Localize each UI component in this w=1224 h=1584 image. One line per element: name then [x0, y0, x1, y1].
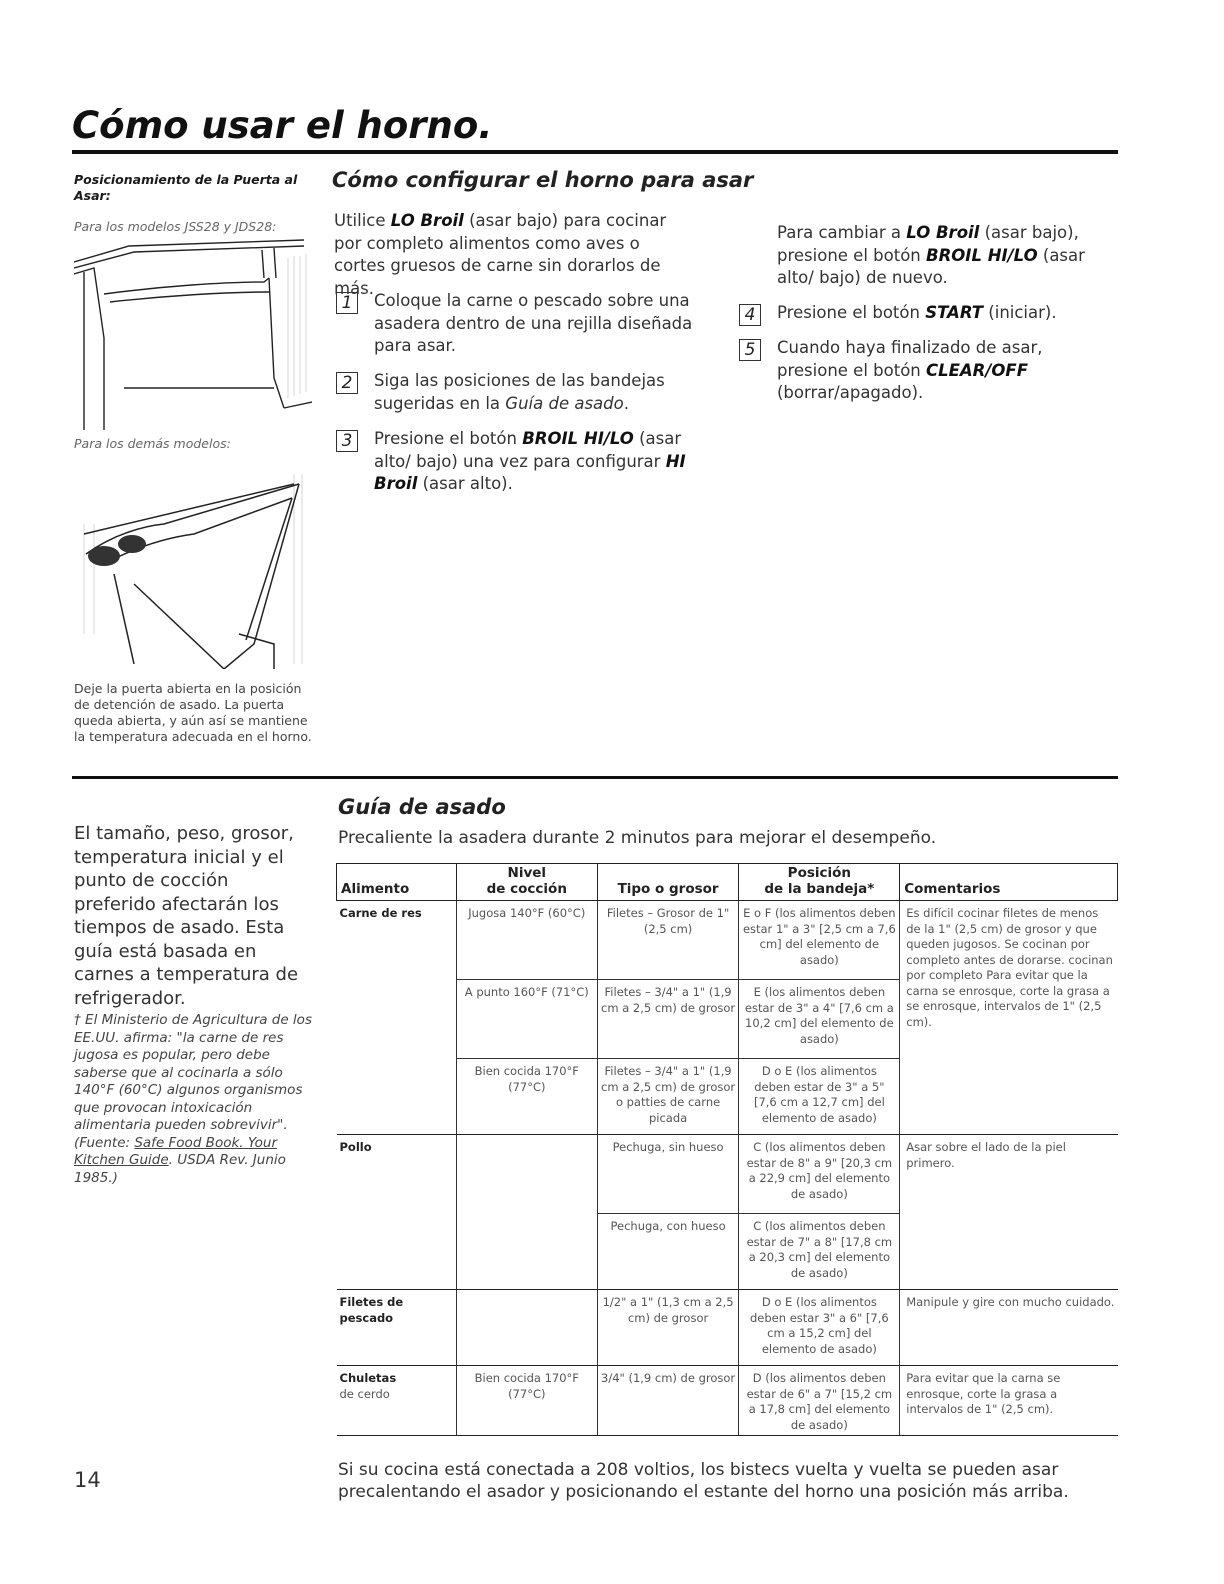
step-number-3: 3 [336, 430, 358, 452]
table-header-row [337, 864, 1118, 901]
cell-position: D (los alimentos deben estar de 6" a 7" [15,2 cm a 17,8 cm] del elemento de asado) [739, 1366, 900, 1436]
section-rule [72, 776, 1118, 779]
title-rule [72, 150, 1118, 154]
step-text-5: Cuando haya finalizado de asar, presione el botón CLEAR/OFF (borrar/apagado). [777, 338, 1043, 402]
cell-type: 3/4" (1,9 cm) de grosor [597, 1366, 739, 1436]
header-food: Alimento [337, 864, 457, 901]
step-number-2: 2 [336, 372, 358, 394]
food-beef: Carne de res [337, 901, 457, 1135]
comment-beef: Es difícil cocinar filetes de menos de la 1" (2,5 cm) de grosor y que queden jugosos. Se cocinan por completo antes de dorarse. cocinan por completo Para evitar que la carna se enrosque, corte la grasa a se enrosque, intervalos de 1" (2,5 cm). [900, 901, 1118, 1135]
left-note: El tamaño, peso, grosor, temperatura inicial y el punto de cocción preferido afectarán los tiempos de asado. Esta guía está basada en carnes a temperatura de refrigerador. [74, 823, 299, 1009]
cell-position: C (los alimentos deben estar de 8" a 9" [20,3 cm a 22,9 cm] del elemento de asado) [739, 1135, 900, 1214]
setup-heading: Cómo configurar el horno para asar [332, 168, 754, 192]
comment-pork: Para evitar que la carna se enrosque, corte la grasa a intervalos de 1" (2,5 cm). [900, 1366, 1118, 1436]
cell-type: Pechuga, sin hueso [597, 1135, 739, 1214]
step-number-1: 1 [336, 292, 358, 314]
cell-type: Filetes – Grosor de 1" (2,5 cm) [597, 901, 739, 980]
table-row [337, 1290, 1118, 1366]
comment-chicken: Asar sobre el lado de la piel primero. [900, 1135, 1118, 1290]
step-text-4: Presione el botón START (iniciar). [777, 303, 1057, 322]
header-level: Nivel de cocción [456, 864, 597, 901]
step-text-1: Coloque la carne o pescado sobre una asadera dentro de una rejilla diseñada para asar. [374, 291, 693, 355]
cell-position: D o E (los alimentos deben estar 3" a 6" [7,6 cm a 15,2 cm] del elemento de asado) [739, 1290, 900, 1366]
cell-level: Bien cocida 170°F (77°C) [456, 1059, 597, 1135]
header-position: Posición de la bandeja* [739, 864, 900, 901]
door-position-heading: Posicionamiento de la Puerta al Asar: [74, 172, 298, 203]
food-fish: Filetes de pescado [337, 1290, 457, 1366]
step-text-2: Siga las posiciones de las bandejas sugeridas en la Guía de asado. [374, 371, 665, 413]
cell-level: Bien cocida 170°F (77°C) [456, 1366, 597, 1436]
cell-position: D o E (los alimentos deben estar de 3" a 5" [7,6 cm a 12,7 cm] del elemento de asado) [739, 1059, 900, 1135]
caption-jss28-models: Para los modelos JSS28 y JDS28: [74, 219, 277, 234]
voltage-note: Si su cocina está conectada a 208 voltios, los bistecs vuelta y vuelta se pueden asar precalentando el asador y posicionando el estante del horno una posición más arriba. [338, 1460, 1069, 1502]
broiling-guide-table [336, 863, 1118, 1436]
cell-type: 1/2" a 1" (1,3 cm a 2,5 cm) de grosor [597, 1290, 739, 1366]
usda-footnote: † El Ministerio de Agricultura de los EE.UU. afirma: "la carne de res jugosa es popular, pero debe saberse que al cocinarla a sólo 140°F (60°C) algunos organismos que provocan intoxicación alimentaria pueden sobrevivir". (Fuente: Safe Food Book. Your Kitchen Guide. USDA Rev. Junio 1985.) [74, 1012, 312, 1186]
step-number-5: 5 [739, 339, 761, 361]
table-row [337, 901, 1118, 980]
door-note: Deje la puerta abierta en la posición de detención de asado. La puerta queda abierta, y aún así se mantiene la temperatura adecuada en el horno. [74, 681, 312, 744]
oven-door-illustration-other [74, 464, 312, 669]
food-pork: Chuletas de cerdo [337, 1366, 457, 1436]
setup-intro: Utilice LO Broil (asar bajo) para cocinar por completo alimentos como aves o cortes gruesos de carne sin dorarlos de más. [334, 211, 667, 298]
cell-level: A punto 160°F (71°C) [456, 980, 597, 1059]
cell-type: Pechuga, con hueso [597, 1214, 739, 1290]
cell-type: Filetes – 3/4" a 1" (1,9 cm a 2,5 cm) de grosor [597, 980, 739, 1059]
page-number: 14 [74, 1468, 101, 1492]
guide-intro: Precaliente la asadera durante 2 minutos para mejorar el desempeño. [338, 828, 937, 848]
cell-level-empty [456, 1135, 597, 1290]
food-chicken: Pollo [337, 1135, 457, 1290]
lo-broil-note: Para cambiar a LO Broil (asar bajo), presione el botón BROIL HI/LO (asar alto/ bajo) de nuevo. [777, 223, 1085, 287]
header-comments: Comentarios [900, 864, 1118, 901]
caption-other-models: Para los demás modelos: [74, 436, 231, 451]
cell-level: Jugosa 140°F (60°C) [456, 901, 597, 980]
cell-position: E (los alimentos deben estar de 3" a 4" [7,6 cm a 10,2 cm] del elemento de asado) [739, 980, 900, 1059]
table-row [337, 1366, 1118, 1436]
comment-fish: Manipule y gire con mucho cuidado. [900, 1290, 1118, 1366]
header-type: Tipo o grosor [597, 864, 739, 901]
step-text-3: Presione el botón BROIL HI/LO (asar alto/ bajo) una vez para configurar HI Broil (asar alto). [374, 429, 686, 493]
page-title: Cómo usar el horno. [72, 104, 493, 147]
cell-level-empty [456, 1290, 597, 1366]
cell-type: Filetes – 3/4" a 1" (1,9 cm a 2,5 cm) de grosor o patties de carne picada [597, 1059, 739, 1135]
table-row [337, 1135, 1118, 1214]
guide-heading: Guía de asado [338, 795, 506, 819]
cell-position: C (los alimentos deben estar de 7" a 8" [17,8 cm a 20,3 cm] del elemento de asado) [739, 1214, 900, 1290]
cell-position: E o F (los alimentos deben estar 1" a 3" [2,5 cm a 7,6 cm] del elemento de asado) [739, 901, 900, 980]
oven-door-illustration-jss28 [74, 238, 312, 430]
step-number-4: 4 [739, 304, 761, 326]
